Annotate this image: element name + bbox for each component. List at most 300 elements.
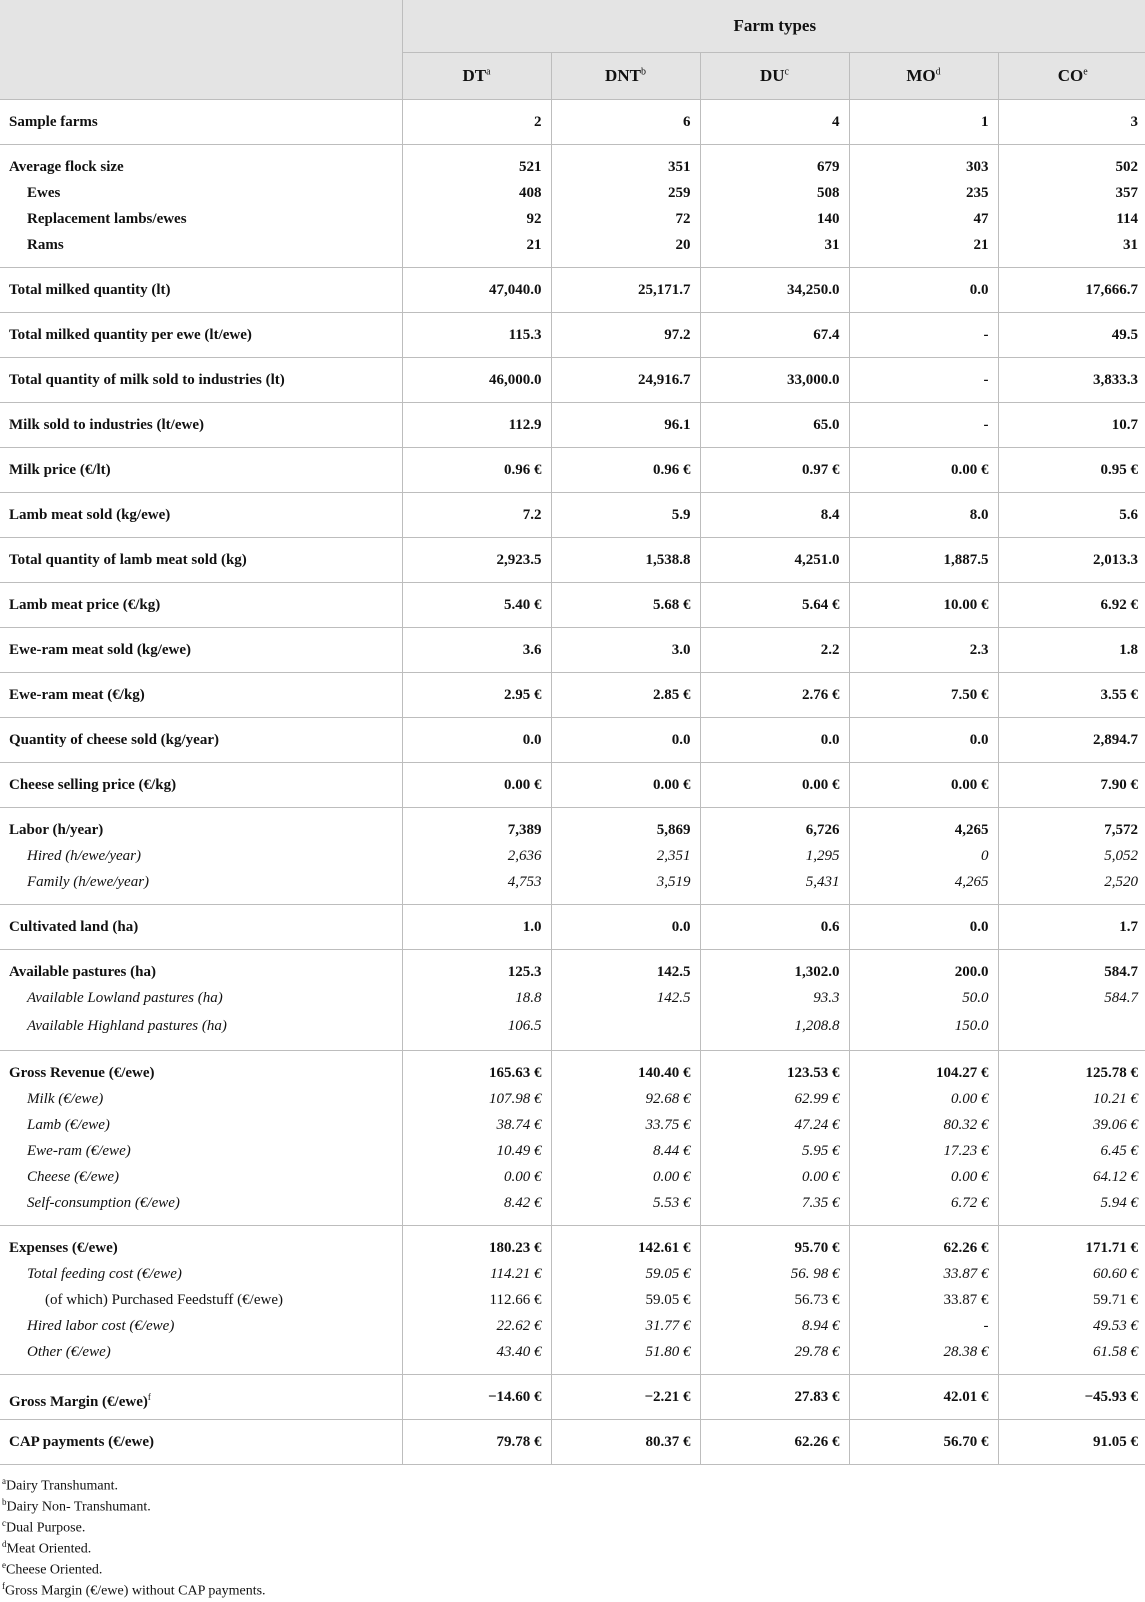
cell-value: 29.78 € bbox=[794, 1344, 840, 1360]
cell-value: 5.68 € bbox=[653, 597, 691, 613]
cell-value: 584.7 bbox=[1104, 964, 1138, 980]
cell-value: 2 bbox=[534, 114, 542, 130]
cell-value: 0.0 bbox=[671, 732, 691, 748]
cell-value: 8.44 € bbox=[653, 1143, 691, 1159]
cell-value: 28.38 € bbox=[943, 1344, 989, 1360]
value-cell-dnt bbox=[551, 358, 700, 403]
cell-value: 165.63 € bbox=[489, 1065, 542, 1081]
cell-value: 584.7 bbox=[1104, 990, 1138, 1006]
cell-value: 6.45 € bbox=[1100, 1143, 1138, 1159]
cell-value: 4,265 bbox=[954, 874, 989, 890]
cell-value: 1,538.8 bbox=[645, 552, 691, 568]
cell-value: −45.93 € bbox=[1084, 1389, 1138, 1405]
cell-value: 25,171.7 bbox=[638, 282, 691, 298]
cell-value: 408 bbox=[519, 185, 542, 201]
cell-value: 8.4 bbox=[820, 507, 840, 523]
row-label: Total milked quantity (lt) bbox=[9, 282, 171, 298]
cell-value: 5.40 € bbox=[504, 597, 542, 613]
value-cell-co bbox=[998, 358, 1145, 403]
value-cell-du bbox=[700, 100, 849, 145]
value-cell-dnt bbox=[551, 268, 700, 313]
cell-value: 8.94 € bbox=[802, 1318, 840, 1334]
value-cell-mo bbox=[849, 313, 998, 358]
value-cell-du bbox=[700, 583, 849, 628]
footnote: $^d$Meat Oriented. bbox=[2, 1539, 92, 1557]
value-cell-dt bbox=[402, 268, 551, 313]
value-cell-co bbox=[998, 145, 1145, 268]
value-cell-du bbox=[700, 358, 849, 403]
row-label-cell bbox=[0, 493, 402, 538]
cell-value: 0.00 € bbox=[504, 777, 542, 793]
value-cell-dt bbox=[402, 718, 551, 763]
cell-value: 200.0 bbox=[954, 964, 989, 980]
cell-value: 2.3 bbox=[969, 642, 989, 658]
cell-value: 0.0 bbox=[969, 282, 989, 298]
cell-value: 65.0 bbox=[813, 417, 840, 433]
value-cell-mo bbox=[849, 905, 998, 950]
cell-value: 235 bbox=[966, 185, 989, 201]
row-label-cell bbox=[0, 763, 402, 808]
cell-value: 5.6 bbox=[1119, 507, 1138, 523]
cell-value: 2,636 bbox=[507, 848, 542, 864]
cell-value: 0.00 € bbox=[653, 777, 691, 793]
cell-value: 0.0 bbox=[522, 732, 542, 748]
cell-value: 0.96 € bbox=[504, 462, 542, 478]
cell-value bbox=[1008, 1011, 1139, 1041]
value-cell-dnt bbox=[551, 403, 700, 448]
table-row bbox=[0, 145, 1145, 268]
cell-value: 10.00 € bbox=[943, 597, 989, 613]
cell-value: 5.94 € bbox=[1100, 1195, 1138, 1211]
cell-value: - bbox=[983, 1318, 989, 1334]
cell-value: 4 bbox=[832, 114, 840, 130]
value-cell-mo bbox=[849, 718, 998, 763]
cell-value: 2,520 bbox=[1104, 874, 1138, 890]
value-cell-dt bbox=[402, 1375, 551, 1420]
value-cell-dt bbox=[402, 145, 551, 268]
value-cell-du bbox=[700, 493, 849, 538]
value-cell-dnt bbox=[551, 950, 700, 1051]
row-label-cell bbox=[0, 448, 402, 493]
value-cell-co bbox=[998, 673, 1145, 718]
cell-value: 0.00 € bbox=[504, 1169, 542, 1185]
footnote: $^b$Dairy Non- Transhumant. bbox=[2, 1497, 151, 1515]
cell-value: 521 bbox=[519, 159, 542, 175]
cell-value: 92.68 € bbox=[645, 1091, 691, 1107]
row-label: Total quantity of lamb meat sold (kg) bbox=[9, 552, 247, 568]
cell-value: 5.95 € bbox=[802, 1143, 840, 1159]
row-label-cell bbox=[0, 583, 402, 628]
value-cell-co bbox=[998, 628, 1145, 673]
cell-value: 18.8 bbox=[515, 990, 542, 1006]
cell-value: 8.42 € bbox=[504, 1195, 542, 1211]
cell-value: −2.21 € bbox=[644, 1389, 691, 1405]
cell-value: 114 bbox=[1116, 211, 1138, 227]
cell-value: 150.0 bbox=[954, 1018, 989, 1034]
table-row bbox=[0, 808, 1145, 905]
row-label: Total milked quantity per ewe (lt/ewe) bbox=[9, 327, 252, 343]
cell-value: 1 bbox=[981, 114, 989, 130]
row-label: Rams bbox=[27, 237, 64, 253]
footnote: $^c$Dual Purpose. bbox=[2, 1518, 86, 1536]
cell-value: 7,572 bbox=[1104, 822, 1138, 838]
value-cell-dt bbox=[402, 673, 551, 718]
value-cell-dnt bbox=[551, 1420, 700, 1465]
cell-value: 39.06 € bbox=[1093, 1117, 1138, 1133]
value-cell-mo bbox=[849, 358, 998, 403]
cell-value: 56. 98 € bbox=[790, 1266, 840, 1282]
cell-value: 140 bbox=[817, 211, 840, 227]
cell-value: 80.37 € bbox=[645, 1434, 691, 1450]
value-cell-mo bbox=[849, 145, 998, 268]
cell-value: 114.21 € bbox=[490, 1266, 542, 1282]
cell-value: 2,013.3 bbox=[1093, 552, 1138, 568]
cell-value: 0.0 bbox=[671, 919, 691, 935]
cell-value: 67.4 bbox=[813, 327, 840, 343]
cell-value: 2,894.7 bbox=[1093, 732, 1138, 748]
table-row bbox=[0, 1051, 1145, 1226]
value-cell-dnt bbox=[551, 1051, 700, 1226]
row-label-cell bbox=[0, 673, 402, 718]
value-cell-mo bbox=[849, 538, 998, 583]
cell-value: - bbox=[983, 327, 989, 343]
row-label: Milk price (€/lt) bbox=[9, 462, 111, 478]
value-cell-co bbox=[998, 403, 1145, 448]
cell-value: 142.61 € bbox=[638, 1240, 691, 1256]
row-label: Family (h/ewe/year) bbox=[27, 874, 150, 890]
row-label-cell bbox=[0, 1051, 402, 1226]
cell-value: 93.3 bbox=[813, 990, 840, 1006]
value-cell-mo bbox=[849, 583, 998, 628]
row-label: Gross Revenue (€/ewe) bbox=[9, 1065, 155, 1081]
value-cell-du bbox=[700, 1226, 849, 1375]
cell-value: 1,208.8 bbox=[794, 1018, 840, 1034]
cell-value: 72 bbox=[675, 211, 691, 227]
cell-value: 47,040.0 bbox=[489, 282, 542, 298]
value-cell-dt bbox=[402, 403, 551, 448]
cell-value: 1.8 bbox=[1119, 642, 1138, 658]
cell-value: 79.78 € bbox=[496, 1434, 542, 1450]
cell-value: 1,295 bbox=[805, 848, 840, 864]
value-cell-dt bbox=[402, 313, 551, 358]
value-cell-du bbox=[700, 673, 849, 718]
cell-value: 0.00 € bbox=[802, 1169, 840, 1185]
row-label: Labor (h/year) bbox=[9, 822, 104, 838]
row-label-cell bbox=[0, 100, 402, 145]
cell-value: 10.49 € bbox=[496, 1143, 542, 1159]
cell-value: 22.62 € bbox=[496, 1318, 542, 1334]
value-cell-dt bbox=[402, 493, 551, 538]
value-cell-dnt bbox=[551, 493, 700, 538]
row-label-cell bbox=[0, 538, 402, 583]
row-label-cell bbox=[0, 403, 402, 448]
value-cell-co bbox=[998, 763, 1145, 808]
cell-value: 142.5 bbox=[656, 964, 691, 980]
column-header-mo: $MO^d$ bbox=[849, 53, 998, 100]
cell-value: 33,000.0 bbox=[787, 372, 840, 388]
value-cell-mo bbox=[849, 493, 998, 538]
value-cell-dt bbox=[402, 1051, 551, 1226]
value-cell-co bbox=[998, 905, 1145, 950]
cell-value: 49.53 € bbox=[1093, 1318, 1138, 1334]
row-label-cell bbox=[0, 358, 402, 403]
value-cell-co bbox=[998, 1226, 1145, 1375]
value-cell-dnt bbox=[551, 1375, 700, 1420]
value-cell-mo bbox=[849, 673, 998, 718]
row-label: Total feeding cost (€/ewe) bbox=[27, 1266, 182, 1282]
cell-value: 508 bbox=[817, 185, 840, 201]
row-label: Other (€/ewe) bbox=[27, 1344, 111, 1360]
row-label: Lamb meat price (€/kg) bbox=[9, 597, 161, 613]
column-header-co: $CO^e$ bbox=[998, 53, 1145, 100]
cell-value: 17,666.7 bbox=[1085, 282, 1138, 298]
value-cell-dt bbox=[402, 448, 551, 493]
cell-value: 2,351 bbox=[656, 848, 691, 864]
cell-value: 47.24 € bbox=[794, 1117, 840, 1133]
table-row bbox=[0, 268, 1145, 313]
row-label: Hired (h/ewe/year) bbox=[27, 848, 141, 864]
cell-value: 125.3 bbox=[507, 964, 542, 980]
cell-value: 7.2 bbox=[522, 507, 542, 523]
cell-value: 2.85 € bbox=[653, 687, 691, 703]
cell-value: 115.3 bbox=[508, 327, 542, 343]
table-row bbox=[0, 403, 1145, 448]
row-label: Cultivated land (ha) bbox=[9, 919, 139, 935]
value-cell-co bbox=[998, 583, 1145, 628]
cell-value: 49.5 bbox=[1111, 327, 1138, 343]
value-cell-dt bbox=[402, 538, 551, 583]
value-cell-du bbox=[700, 718, 849, 763]
value-cell-dt bbox=[402, 905, 551, 950]
value-cell-dnt bbox=[551, 145, 700, 268]
value-cell-dnt bbox=[551, 673, 700, 718]
cell-value: 6.92 € bbox=[1100, 597, 1138, 613]
value-cell-dt bbox=[402, 358, 551, 403]
value-cell-dt bbox=[402, 1420, 551, 1465]
cell-value: 46,000.0 bbox=[489, 372, 542, 388]
value-cell-co bbox=[998, 493, 1145, 538]
row-label: Cheese (€/ewe) bbox=[27, 1169, 120, 1185]
cell-value: 43.40 € bbox=[496, 1344, 542, 1360]
table-row bbox=[0, 100, 1145, 145]
value-cell-co bbox=[998, 100, 1145, 145]
cell-value: 80.32 € bbox=[943, 1117, 989, 1133]
cell-value: 2,923.5 bbox=[496, 552, 542, 568]
cell-value: 33.75 € bbox=[645, 1117, 691, 1133]
cell-value: - bbox=[983, 372, 989, 388]
cell-value: 0 bbox=[981, 848, 989, 864]
cell-value: 0.0 bbox=[969, 919, 989, 935]
cell-value: 97.2 bbox=[664, 327, 691, 343]
table-row bbox=[0, 583, 1145, 628]
row-label-cell bbox=[0, 718, 402, 763]
value-cell-mo bbox=[849, 628, 998, 673]
cell-value: 5.53 € bbox=[653, 1195, 691, 1211]
row-label: Available Lowland pastures (ha) bbox=[27, 990, 223, 1006]
header-corner bbox=[0, 0, 402, 100]
value-cell-mo bbox=[849, 100, 998, 145]
cell-value: 1.7 bbox=[1119, 919, 1138, 935]
value-cell-du bbox=[700, 628, 849, 673]
cell-value: 112.66 € bbox=[489, 1292, 542, 1308]
row-label-cell bbox=[0, 628, 402, 673]
value-cell-mo bbox=[849, 448, 998, 493]
cell-value: 6 bbox=[683, 114, 691, 130]
row-label: Self-consumption (€/ewe) bbox=[27, 1195, 180, 1211]
cell-value: 17.23 € bbox=[943, 1143, 989, 1159]
cell-value: 123.53 € bbox=[787, 1065, 840, 1081]
cell-value: 303 bbox=[966, 159, 989, 175]
footnote: $^a$Dairy Transhumant. bbox=[2, 1476, 118, 1494]
cell-value: 47 bbox=[973, 211, 989, 227]
row-label: Gross Margin (€/ewe)$^f$ bbox=[9, 1392, 151, 1410]
row-label-cell bbox=[0, 1226, 402, 1375]
cell-value: 0.00 € bbox=[951, 1169, 989, 1185]
row-label: CAP payments (€/ewe) bbox=[9, 1434, 154, 1450]
cell-value: 64.12 € bbox=[1093, 1169, 1138, 1185]
cell-value: 59.05 € bbox=[645, 1292, 691, 1308]
value-cell-co bbox=[998, 808, 1145, 905]
value-cell-dt bbox=[402, 1226, 551, 1375]
cell-value: 4,251.0 bbox=[794, 552, 840, 568]
cell-value: 56.70 € bbox=[943, 1434, 989, 1450]
table-row bbox=[0, 1226, 1145, 1375]
row-label: Milk sold to industries (lt/ewe) bbox=[9, 417, 204, 433]
cell-value: 62.26 € bbox=[943, 1240, 989, 1256]
cell-value bbox=[561, 1011, 691, 1041]
value-cell-co bbox=[998, 950, 1145, 1051]
cell-value: 112.9 bbox=[508, 417, 542, 433]
row-label: Milk (€/ewe) bbox=[27, 1091, 104, 1107]
value-cell-du bbox=[700, 950, 849, 1051]
value-cell-dnt bbox=[551, 763, 700, 808]
cell-value: 1,887.5 bbox=[943, 552, 989, 568]
value-cell-mo bbox=[849, 808, 998, 905]
row-label: Cheese selling price (€/kg) bbox=[9, 777, 177, 793]
row-label: Lamb meat sold (kg/ewe) bbox=[9, 507, 171, 523]
value-cell-co bbox=[998, 1420, 1145, 1465]
footnotes bbox=[0, 1471, 1145, 1597]
cell-value: 679 bbox=[817, 159, 840, 175]
cell-value: 0.0 bbox=[969, 732, 989, 748]
cell-value: 56.73 € bbox=[794, 1292, 840, 1308]
cell-value: 10.7 bbox=[1111, 417, 1138, 433]
cell-value: 2.95 € bbox=[504, 687, 542, 703]
cell-value: 31.77 € bbox=[645, 1318, 691, 1334]
value-cell-dnt bbox=[551, 583, 700, 628]
cell-value: 3,519 bbox=[656, 874, 691, 890]
row-label: Replacement lambs/ewes bbox=[27, 211, 187, 227]
row-label: Available Highland pastures (ha) bbox=[27, 1018, 227, 1034]
cell-value: 259 bbox=[668, 185, 691, 201]
row-label: Total quantity of milk sold to industries (lt) bbox=[9, 372, 285, 388]
value-cell-du bbox=[700, 538, 849, 583]
cell-value: 3.0 bbox=[671, 642, 691, 658]
cell-value: 6.72 € bbox=[951, 1195, 989, 1211]
row-label: Ewe-ram (€/ewe) bbox=[27, 1143, 131, 1159]
cell-value: 125.78 € bbox=[1085, 1065, 1138, 1081]
cell-value: 51.80 € bbox=[645, 1344, 691, 1360]
cell-value: 7.35 € bbox=[802, 1195, 840, 1211]
cell-value: 171.71 € bbox=[1085, 1240, 1138, 1256]
row-label-cell bbox=[0, 1375, 402, 1420]
cell-value: 42.01 € bbox=[943, 1389, 989, 1405]
value-cell-du bbox=[700, 763, 849, 808]
cell-value: 7.90 € bbox=[1100, 777, 1138, 793]
cell-value: 142.5 bbox=[656, 990, 691, 1006]
value-cell-co bbox=[998, 448, 1145, 493]
row-label-cell bbox=[0, 905, 402, 950]
cell-value: 20 bbox=[675, 237, 691, 253]
cell-value: 3.6 bbox=[522, 642, 542, 658]
cell-value: 21 bbox=[973, 237, 989, 253]
table-row bbox=[0, 448, 1145, 493]
cell-value: - bbox=[983, 417, 989, 433]
cell-value: 24,916.7 bbox=[638, 372, 691, 388]
value-cell-du bbox=[700, 905, 849, 950]
row-label-cell bbox=[0, 145, 402, 268]
row-label-cell bbox=[0, 268, 402, 313]
header-group-label: Farm types bbox=[402, 0, 1145, 53]
cell-value: 59.05 € bbox=[645, 1266, 691, 1282]
value-cell-co bbox=[998, 718, 1145, 763]
table-row bbox=[0, 358, 1145, 403]
cell-value: 502 bbox=[1115, 159, 1138, 175]
cell-value: −14.60 € bbox=[487, 1389, 542, 1405]
table-row bbox=[0, 1420, 1145, 1465]
cell-value: 107.98 € bbox=[489, 1091, 542, 1107]
row-label-cell bbox=[0, 313, 402, 358]
column-header-dnt: DNT$^b$ bbox=[551, 53, 700, 100]
table-row bbox=[0, 673, 1145, 718]
cell-value: 351 bbox=[668, 159, 691, 175]
row-label-cell bbox=[0, 808, 402, 905]
cell-value: 95.70 € bbox=[794, 1240, 840, 1256]
column-header-du: $DU^c$ bbox=[700, 53, 849, 100]
cell-value: 5,431 bbox=[805, 874, 840, 890]
value-cell-du bbox=[700, 145, 849, 268]
row-label: Sample farms bbox=[9, 114, 98, 130]
column-header-dt: $DT^a$ bbox=[402, 53, 551, 100]
value-cell-mo bbox=[849, 1226, 998, 1375]
value-cell-dt bbox=[402, 808, 551, 905]
cell-value: 5,052 bbox=[1104, 848, 1138, 864]
value-cell-dnt bbox=[551, 628, 700, 673]
cell-value: 357 bbox=[1115, 185, 1138, 201]
table-row bbox=[0, 950, 1145, 1051]
cell-value: 0.97 € bbox=[802, 462, 840, 478]
cell-value: 60.60 € bbox=[1093, 1266, 1138, 1282]
value-cell-du bbox=[700, 448, 849, 493]
value-cell-dt bbox=[402, 583, 551, 628]
value-cell-dt bbox=[402, 100, 551, 145]
table-row bbox=[0, 493, 1145, 538]
cell-value: 0.00 € bbox=[951, 462, 989, 478]
table-row bbox=[0, 628, 1145, 673]
cell-value: 140.40 € bbox=[638, 1065, 691, 1081]
cell-value: 62.99 € bbox=[794, 1091, 840, 1107]
cell-value: 0.0 bbox=[820, 732, 840, 748]
value-cell-dnt bbox=[551, 100, 700, 145]
value-cell-du bbox=[700, 1375, 849, 1420]
cell-value: 0.00 € bbox=[653, 1169, 691, 1185]
cell-value: 2.76 € bbox=[802, 687, 840, 703]
cell-value: 62.26 € bbox=[794, 1434, 840, 1450]
cell-value: 92 bbox=[526, 211, 542, 227]
cell-value: 7.50 € bbox=[951, 687, 989, 703]
cell-value: 0.00 € bbox=[951, 777, 989, 793]
value-cell-mo bbox=[849, 268, 998, 313]
